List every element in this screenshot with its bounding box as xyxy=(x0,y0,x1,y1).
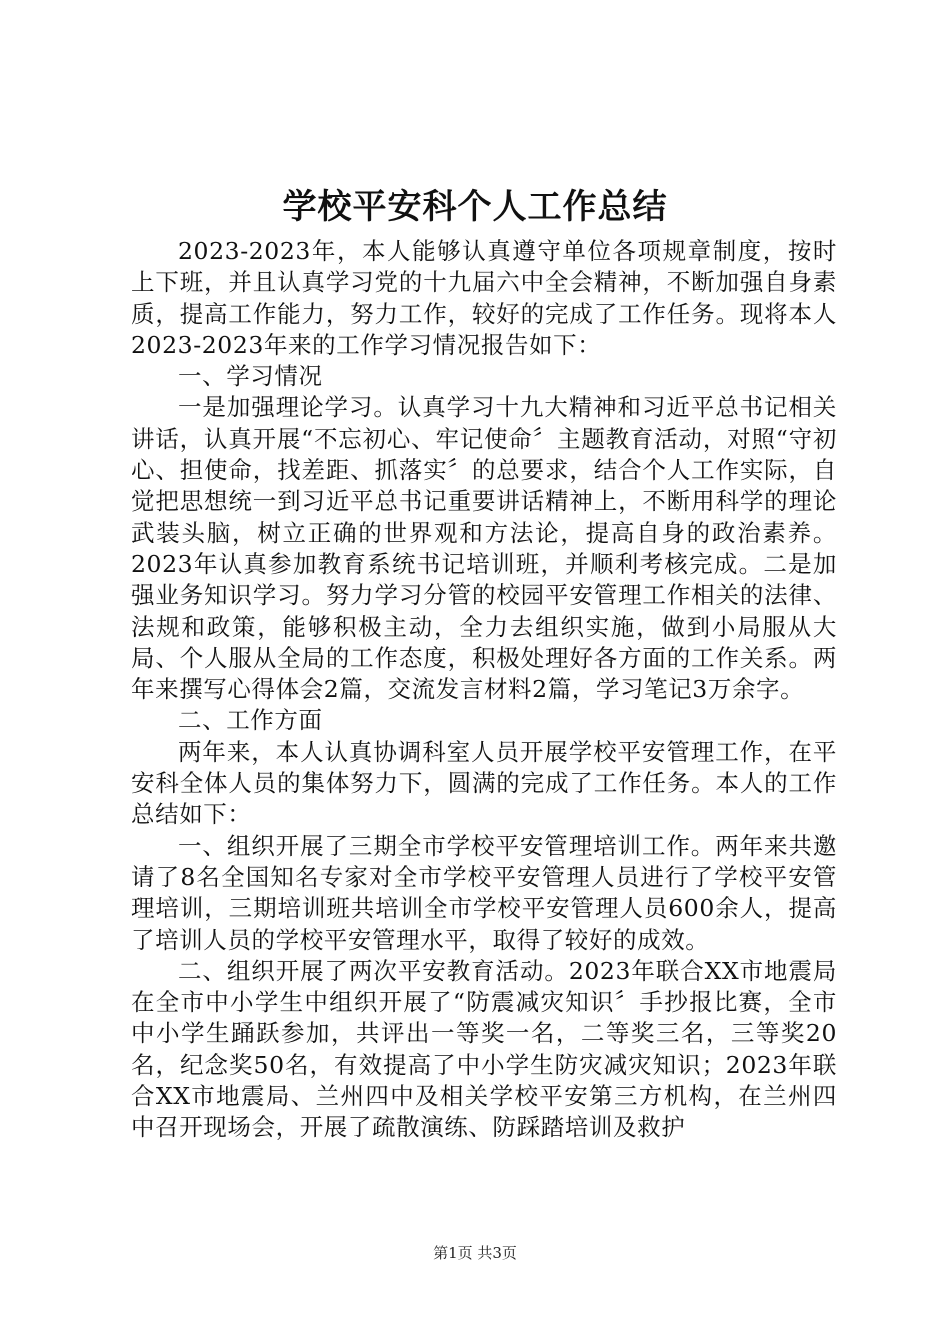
document-title: 学校平安科个人工作总结 xyxy=(282,187,668,227)
document-body xyxy=(131,236,837,1144)
paragraph-intro: 2023-2023年，本人能够认真遵守单位各项规章制度，按时上下班，并且认真学习党的十九届六中全会精神，不断加强自身素质，提高工作能力，努力工作，较好的完成了工作任务。现将本人2023-2023年来的工作学习情况报告如下： xyxy=(131,237,837,359)
section-heading-work: 二、工作方面 xyxy=(178,706,323,735)
page-footer: 第1页 共3页 xyxy=(433,1244,517,1262)
paragraph-education: 二、组织开展了两次平安教育活动。2023年联合XX市地震局在全市中小学生中组织开展了“防震减灾知识〞手抄报比赛，全市中小学生踊跃参加，共评出一等奖一名，二等奖三名，三等奖20名，纪念奖50名，有效提高了中小学生防灾减灾知识；2023年联合XX市地震局、兰州四中及相关学校平安第三方机构，在兰州四中召开现场会，开展了疏散演练、防踩踏培训及救护 xyxy=(131,956,837,1142)
paragraph-training: 一、组织开展了三期全市学校平安管理培训工作。两年来共邀请了8名全国知名专家对全市学校平安管理人员进行了学校平安管理培训，三期培训班共培训全市学校平安管理人员600余人，提高了培训人员的学校平安管理水平，取得了较好的成效。 xyxy=(131,831,837,954)
section-heading-study: 一、学习情况 xyxy=(178,362,323,391)
paragraph-study: 一是加强理论学习。认真学习十九大精神和习近平总书记相关讲话，认真开展“不忘初心、牢记使命〞主题教育活动，对照“守初心、担使命，找差距、抓落实〞的总要求，结合个人工作实际，自觉把思想统一到习近平总书记重要讲话精神上，不断用科学的理论武装头脑，树立正确的世界观和方法论，提高自身的政治素养。2023年认真参加教育系统书记培训班，并顺利考核完成。二是加强业务知识学习。努力学习分管的校园平安管理工作相关的法律、法规和政策，能够积极主动，全力去组织实施，做到小局服从大局、个人服从全局的工作态度，积极处理好各方面的工作关系。两年来撰写心得体会2篇，交流发言材料2篇，学习笔记3万余字。 xyxy=(131,393,837,704)
paragraph-work-intro: 两年来，本人认真协调科室人员开展学校平安管理工作，在平安科全体人员的集体努力下，圆满的完成了工作任务。本人的工作总结如下： xyxy=(131,737,837,829)
